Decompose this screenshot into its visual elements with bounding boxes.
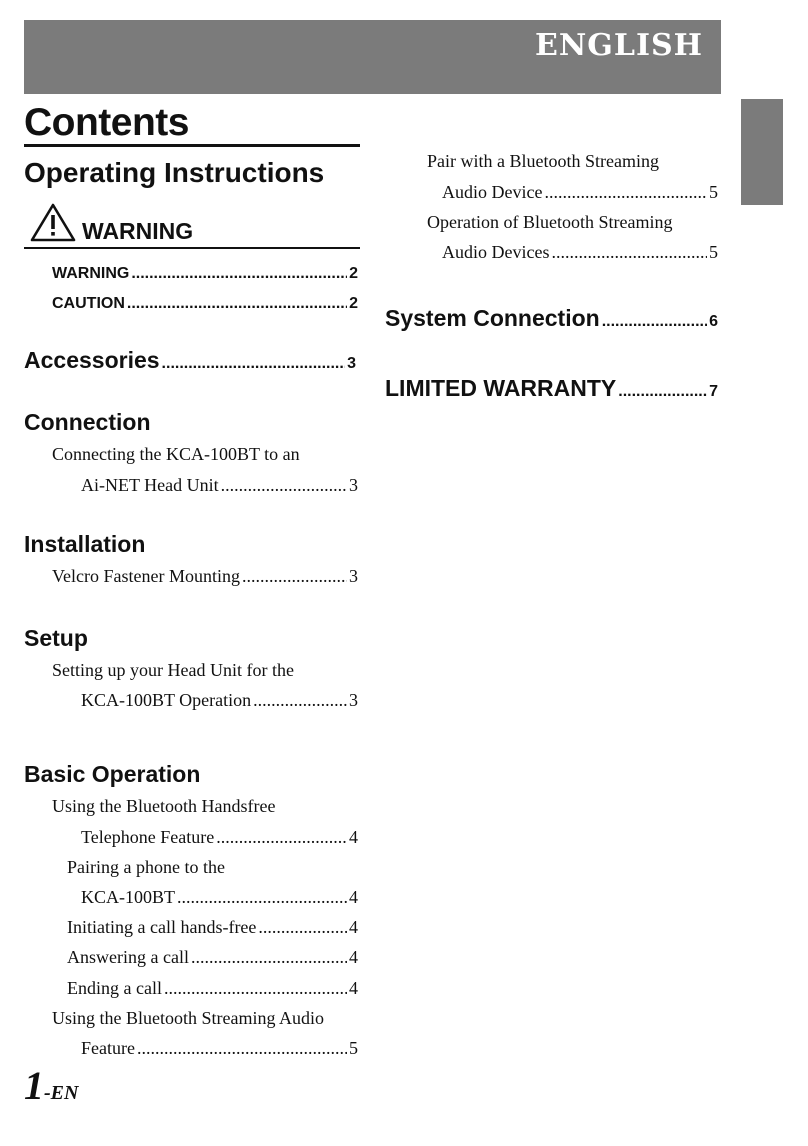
page-number-suffix: -EN (44, 1082, 79, 1104)
toc-entry-initiating-call[interactable]: Initiating a call hands-free ..... 4 (67, 916, 358, 938)
toc-entry-warning[interactable]: WARNING ..... 2 (52, 264, 358, 284)
basic-operation-line1: Using the Bluetooth Handsfree (52, 796, 276, 816)
toc-entry-kca-100bt[interactable]: KCA-100BT ..... 4 (81, 886, 358, 908)
installation-heading: Installation (24, 531, 146, 557)
basic-operation-heading: Basic Operation (24, 761, 201, 787)
connection-heading: Connection (24, 409, 151, 435)
language-label: ENGLISH (534, 28, 703, 63)
side-tab (741, 99, 783, 205)
header-bar (24, 20, 721, 94)
contents-title: Contents (24, 101, 189, 144)
setup-line: Setting up your Head Unit for the (52, 660, 294, 680)
toc-entry-answering-call[interactable]: Answering a call ..... 4 (67, 946, 358, 968)
toc-entry-audio-device[interactable]: Audio Device ..... 5 (442, 181, 718, 203)
toc-entry-ai-net-head-unit[interactable]: Ai-NET Head Unit ..... 3 (81, 474, 358, 496)
page-number-digit: 1 (24, 1063, 44, 1108)
toc-entry-audio-devices[interactable]: Audio Devices ..... 5 (442, 241, 718, 263)
right-line1: Pair with a Bluetooth Streaming (427, 151, 659, 171)
setup-heading: Setup (24, 625, 88, 651)
basic-operation-line2: Pairing a phone to the (67, 857, 225, 877)
right-line2: Operation of Bluetooth Streaming (427, 212, 673, 232)
toc-entry-accessories[interactable]: Accessories ..... 3 (24, 346, 356, 378)
title-rule (24, 144, 360, 147)
warning-rule (24, 247, 360, 249)
warning-triangle-icon (30, 202, 76, 242)
operating-instructions-heading: Operating Instructions (24, 157, 325, 188)
toc-entry-system-connection[interactable]: System Connection ..... 6 (385, 304, 718, 336)
toc-entry-caution[interactable]: CAUTION ..... 2 (52, 294, 358, 314)
toc-entry-streaming-feature[interactable]: Feature ..... 5 (81, 1037, 358, 1059)
toc-entry-ending-call[interactable]: Ending a call ..... 4 (67, 977, 358, 999)
connection-line: Connecting the KCA-100BT to an (52, 444, 300, 464)
toc-entry-velcro-fastener[interactable]: Velcro Fastener Mounting ..... 3 (52, 565, 358, 587)
toc-entry-kca-operation[interactable]: KCA-100BT Operation ..... 3 (81, 689, 358, 711)
basic-operation-line3: Using the Bluetooth Streaming Audio (52, 1008, 324, 1028)
toc-entry-telephone-feature[interactable]: Telephone Feature ..... 4 (81, 826, 358, 848)
page-number (24, 1062, 78, 1109)
toc-entry-limited-warranty[interactable]: LIMITED WARRANTY ..... 7 (385, 374, 718, 406)
warning-heading-label: WARNING (82, 218, 194, 244)
